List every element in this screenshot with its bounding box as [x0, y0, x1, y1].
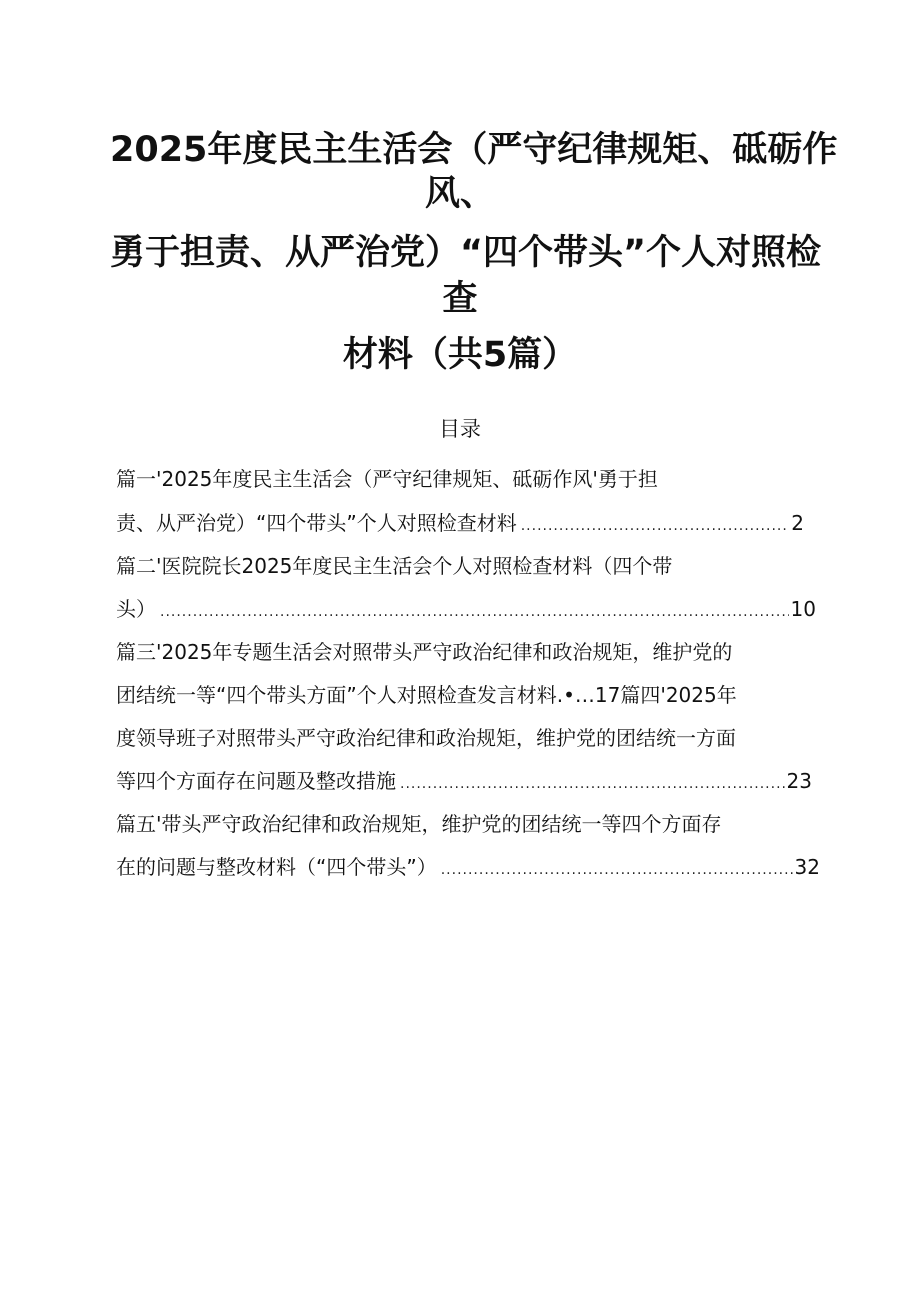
toc-page-number: 32: [794, 855, 820, 879]
toc-heading: 目录: [439, 417, 481, 441]
document-title-line: 风、: [424, 174, 495, 214]
toc-leader-dots: [521, 511, 790, 541]
document-title-line: 2025年度民主生活会（严守纪律规矩、砥砺作: [110, 130, 838, 170]
toc-entry-text: 团结统一等“四个带头方面”个人对照检查发言材料.•…17篇四'2025年: [116, 683, 737, 707]
toc-entry-1[interactable]: [116, 508, 804, 538]
toc-entry-5[interactable]: [116, 852, 820, 882]
document-title-line: 勇于担责、从严治党）“四个带头”个人对照检: [110, 233, 822, 273]
toc-entry-text: 等四个方面存在问题及整改措施: [116, 769, 396, 793]
toc-entry-2[interactable]: [116, 594, 816, 624]
toc-entry-text: 度领导班子对照带头严守政治纪律和政治规矩，维护党的团结统一方面: [116, 726, 736, 750]
toc-entry-4[interactable]: [116, 766, 812, 796]
toc-page-number: 10: [790, 597, 816, 621]
toc-page-number: 23: [786, 769, 812, 793]
toc-leader-dots: [441, 855, 793, 885]
toc-page-number: 2: [791, 511, 804, 535]
toc-entry-text: 头）: [116, 597, 156, 621]
document-title-line: 材料（共5篇）: [342, 335, 578, 375]
toc-entry-text: 篇一'2025年度民主生活会（严守纪律规矩、砥砺作风'勇于担: [116, 467, 658, 491]
toc-entry-text: 篇五'带头严守政治纪律和政治规矩，维护党的团结统一等四个方面存: [116, 812, 722, 836]
toc-entry-text: 责、从严治党）“四个带头”个人对照检查材料: [116, 511, 517, 535]
toc-leader-dots: [400, 769, 785, 799]
toc-entry-text: 在的问题与整改材料（“四个带头”）: [116, 855, 437, 879]
toc-entry-text: 篇二'医院院长2025年度民主生活会个人对照检查材料（四个带: [116, 554, 673, 578]
document-title-line: 查: [442, 279, 478, 319]
toc-leader-dots: [160, 597, 789, 627]
toc-entry-text: 篇三'2025年专题生活会对照带头严守政治纪律和政治规矩，维护党的: [116, 640, 733, 664]
